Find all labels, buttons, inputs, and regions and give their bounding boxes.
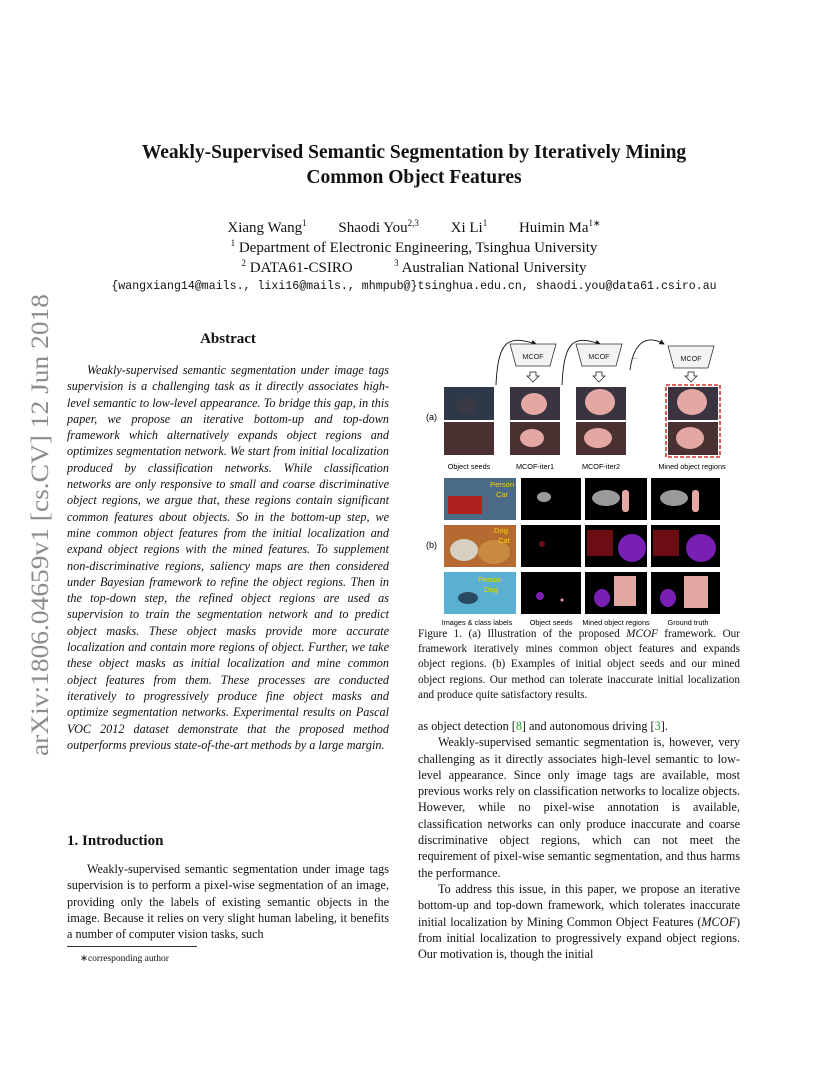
mcof-label-1: MCOF [522,352,544,361]
class-tag-car: Car [496,490,509,499]
down-arrow-3 [685,372,697,382]
title-line-2: Common Object Features [306,167,522,188]
abstract-body [67,362,389,753]
class-tag-dog: Dog [494,526,508,535]
row-a-label-1: Object seeds [447,462,491,471]
arxiv-id-text: arXiv:1806.04659v1 [cs.CV] 12 Jun 2018 [27,335,54,756]
arxiv-stamp [8,290,60,760]
paper-title [90,140,738,190]
row-b2 [444,525,720,567]
row-a-label-4: Mined object regions [658,462,726,471]
ellipsis: ... [630,352,638,361]
class-tag-person-2: Person [478,575,503,584]
intro-body [67,861,389,942]
affiliation-2-3: $^2$ DATA61-CSIRO $^3$ Australian National University [241,258,587,276]
figure-caption: Figure 1. (a) Illustration of the proposed MCOF framework. Our framework iteratively mines common object features and expands object regions. (b) Examples of initial object seeds and our mined object regions. Our method can tolerate inaccurate initial localization and produce quite satisfactory results. [418,628,740,701]
row-b1 [444,478,720,520]
row-a1-images [444,387,718,420]
author-list [90,218,738,237]
right-paragraph-1: as object detection [8] and autonomous driving [3]. [418,719,668,733]
author-2: Shaodi You$^{2,3}$ [338,218,419,236]
class-tag-dog-2: Dog [484,585,498,594]
mcof-label-3: MCOF [680,354,702,363]
author-emails: {wangxiang14@mails., lixi16@mails., mhmpub@}tsinghua.edu.cn, shaodi.you@data61.csiro.au [111,280,717,293]
panel-a-label: (a) [426,412,437,422]
affiliation-1: $^1$ Department of Electronic Engineering, Tsinghua University [230,238,598,256]
author-3: Xi Li$^1$ [450,218,488,236]
author-1: Xiang Wang$^1$ [227,218,307,236]
figure-1 [418,330,740,628]
row-a-label-3: MCOF-iter2 [581,462,621,471]
row-a2-images [444,422,718,455]
class-tag-person-1: Person [490,480,515,489]
right-paragraph-3: To address this issue, in this paper, we propose an iterative bottom-up and top-down framework, which tolerates inaccurate initial localization by Mining Common Object Features (MCOF) from initial localization to progressively expand object regions. Our motivation is, though the initial [418,881,740,962]
author-4: Huimin $Ma^{1∗}$ [518,218,601,236]
row-b-label-4: Ground truth [667,618,709,627]
right-paragraph-2: Weakly-supervised semantic segmentation is, however, very challenging as it directly associates high-level semantic to low-level appearance. Since only image tags are available, most previous works rely on classification networks to localize objects. However, while no pixel-wise annotation is available, classification networks can only produce inaccurate and coarse discriminative object regions, which can not meet the requirement of pixel-wise semantic segmentation, and thus harms the performance. [418,735,740,880]
abstract-text: Weakly-supervised semantic segmentation under image tags supervision is a challenging task as it directly associates high-level semantic to low-level appearance. To bridge this gap, in this paper, we propose an iterative bottom-up and top-down framework which alternatively expands object regions and optimizes segmentation network. We start from initial localization produced by classification networks. While classification networks are only responsive to small and coarse discriminative object regions, we argue that, these regions contain significant common features about objects. So in the bottom-up step, we mine common object features from the initial localization and expand object regions with the mined features. To supplement non-discriminative regions, saliency maps are then considered under Bayesian framework to refine the object regions. Then in the top-down step, the refined object regions are used as supervision to train the segmentation network and to predict object masks. These object masks provide more accurate localization and contain more regions of object. Further, we take these object masks as initial localization and mine common object features from them. These processes are conducted iteratively to progressively produce fine object masks and optimize segmentation networks. Experimental results on Pascal VOC 2012 dataset demonstrate that the proposed method outperforms previous state-of-the-art methods by a large margin. [67,363,389,752]
abstract-heading: Abstract [200,331,256,347]
row-b-label-1: Images & class labels [441,618,513,627]
right-column-body [418,718,740,962]
row-b-label-2: Object seeds [529,618,573,627]
citation-3[interactable]: 3 [654,719,661,733]
section-heading-introduction: 1. Introduction [67,833,164,849]
class-tag-cat: Cat [498,536,510,545]
panel-b-label: (b) [426,540,437,550]
title-line-1: Weakly-Supervised Semantic Segmentation by Iteratively Mining [141,142,687,163]
row-b-label-3: Mined object regions [582,618,650,627]
row-a-label-2: MCOF-iter1 [515,462,555,471]
intro-paragraph: Weakly-supervised semantic segmentation under image tags supervision is to perform a pixel-wise segmentation of an image, providing only the labels of existing semantic objects in the image. Because it relies on very slight human labeling, it benefits a number of computer vision tasks, such [67,862,389,942]
down-arrow-1 [527,372,539,382]
row-b3 [444,572,720,614]
citation-8[interactable]: 8 [515,719,522,733]
footnote: ∗corresponding author [80,954,169,964]
mcof-label-2: MCOF [588,352,610,361]
footnote-rule [67,946,197,947]
down-arrow-2 [593,372,605,382]
